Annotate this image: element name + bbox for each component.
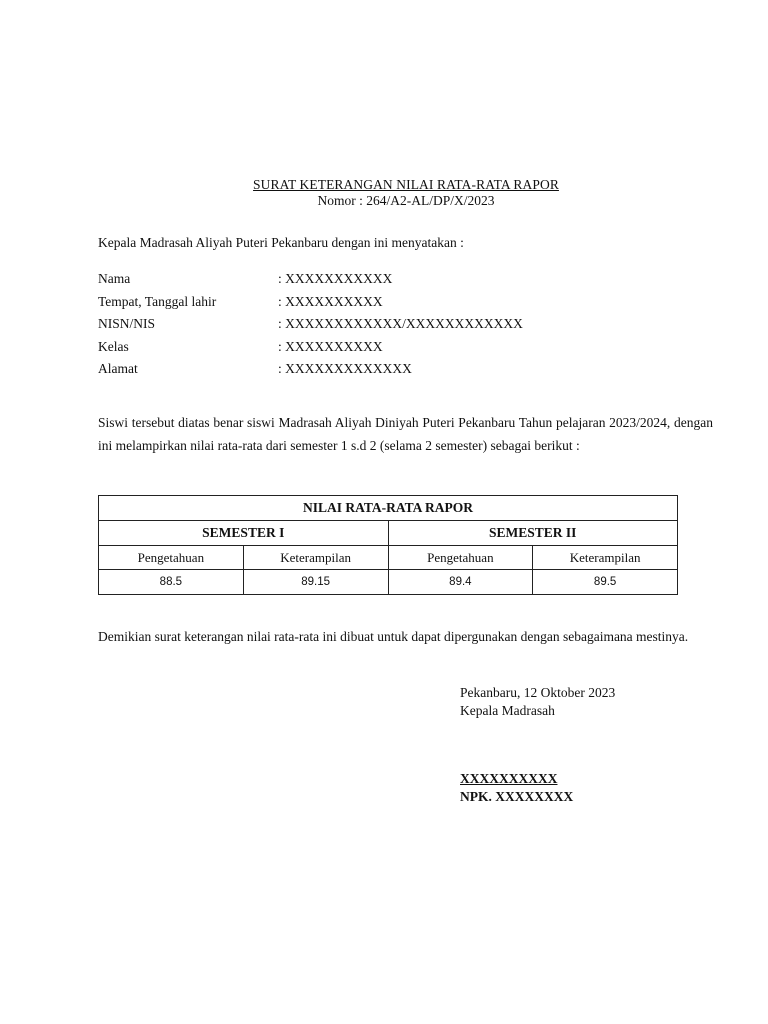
field-value: : XXXXXXXXXX (278, 338, 383, 354)
statement-paragraph: Siswi tersebut diatas benar siswi Madrasah Aliyah Diniyah Puteri Pekanbaru Tahun pelajaran 2023/2024, dengan ini melampirkan nilai rata-rata dari semester 1 s.d 2 (selama 2 semester) sebagai berikut : (98, 415, 713, 453)
field-value: : XXXXXXXXXXXX/XXXXXXXXXXXX (278, 316, 523, 331)
grades-table (98, 495, 678, 595)
closing-paragraph: Demikian surat keterangan nilai rata-rata ini dibuat untuk dapat dipergunakan dengan sebagaimana mestinya. (98, 629, 689, 644)
field-label: Nama (98, 271, 131, 286)
field-row-alamat (98, 358, 718, 381)
value-cell: 89.4 (388, 570, 533, 595)
student-identity-list (98, 268, 718, 381)
letter-header (0, 177, 768, 209)
value-cell: 89.5 (533, 570, 678, 595)
field-value: : XXXXXXXXXXX (278, 271, 393, 286)
subheader-cell: Keterampilan (243, 546, 388, 570)
field-row-kelas (98, 336, 718, 359)
signer-npk: NPK. XXXXXXXX (460, 789, 574, 804)
field-row-nama (98, 268, 718, 291)
semester-1-header: SEMESTER I (99, 521, 389, 546)
semester-row (99, 521, 678, 546)
subheader-cell: Pengetahuan (99, 546, 244, 570)
signer-name: XXXXXXXXXX (460, 771, 558, 786)
signer-block (460, 770, 573, 806)
value-cell: 88.5 (99, 570, 244, 595)
signature-block (460, 684, 615, 720)
subheader-cell: Keterampilan (533, 546, 678, 570)
semester-2-header: SEMESTER II (388, 521, 678, 546)
table-header-row (99, 496, 678, 521)
field-label: NISN/NIS (98, 316, 156, 331)
field-value: : XXXXXXXXXX (278, 293, 383, 309)
field-value: : XXXXXXXXXXXXX (278, 361, 412, 376)
signer-position: Kepala Madrasah (460, 703, 555, 718)
subheader-row (99, 546, 678, 570)
field-row-birth (98, 291, 718, 314)
letter-title: SURAT KETERANGAN NILAI RATA-RATA RAPOR (253, 177, 559, 192)
field-label: Alamat (98, 361, 138, 376)
field-row-nisn (98, 313, 718, 336)
value-cell: 89.15 (243, 570, 388, 595)
letter-number: Nomor : 264/A2-AL/DP/X/2023 (317, 193, 495, 208)
subheader-cell: Pengetahuan (388, 546, 533, 570)
table-title: NILAI RATA-RATA RAPOR (99, 496, 678, 521)
field-label: Tempat, Tanggal lahir (98, 293, 217, 309)
field-label: Kelas (98, 338, 129, 354)
place-date: Pekanbaru, 12 Oktober 2023 (460, 685, 616, 700)
intro-statement: Kepala Madrasah Aliyah Puteri Pekanbaru dengan ini menyatakan : (98, 235, 464, 250)
values-row (99, 570, 678, 595)
